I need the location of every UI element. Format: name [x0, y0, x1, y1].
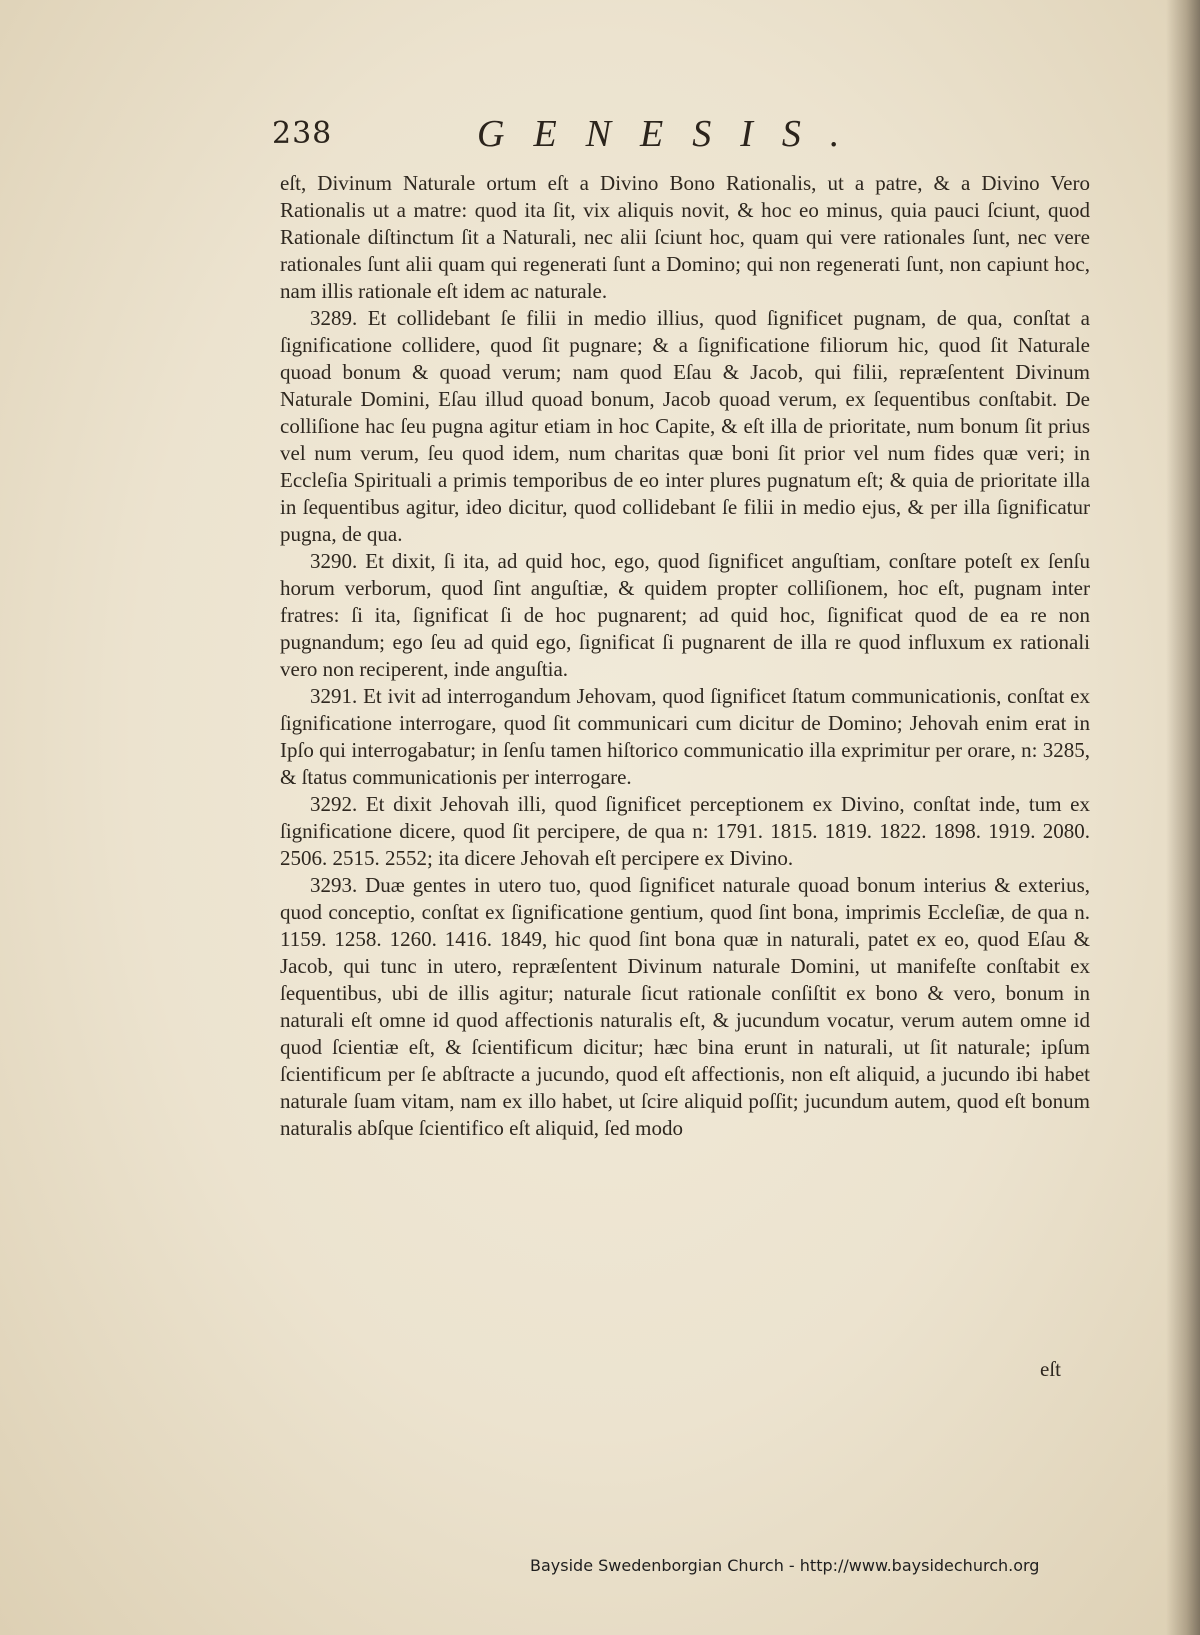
paragraph-3292: 3292. Et dixit Jehovah illi, quod ſignificet perceptionem ex Divino, conſtat inde, tum ex ſignificatione dicere, quod ſit percipere, de qua n: 1791. 1815. 1819. 1822. 1898. 1919. 2080. 2506. 2515. 2552; ita dicere Jehovah eſt percipere ex Divino. [280, 792, 1090, 870]
catchword: eſt [1040, 1357, 1061, 1381]
body-text [280, 170, 1090, 1142]
paragraph-3289: 3289. Et collidebant ſe filii in medio illius, quod ſignificet pugnam, de qua, conſtat a ſignificatione collidere, quod ſit pugnare; & a ſignificatione filiorum hic, quod ſit Naturale quoad bonum & quoad verum; nam quod Eſau & Jacob, qui filii, repræſentent Divinum Naturale Domini, Eſau illud quoad bonum, Jacob quoad verum, ex ſequentibus conſtabit. De colliſione hac ſeu pugna agitur etiam in hoc Capite, & eſt illa de prioritate, num bonum ſit prius vel num verum, ſeu quod idem, num charitas quæ boni ſit prior vel num fides quæ veri; in Eccleſia Spirituali a primis temporibus de eo inter plures pugnatum eſt; & quia de prioritate illa in ſequentibus agitur, ideo dicitur, quod collidebant ſe filii in medio ejus, & per illa ſignificatur pugna, de qua. [280, 306, 1090, 546]
paragraph-3291: 3291. Et ivit ad interrogandum Jehovam, quod ſignificet ſtatum communicationis, conſtat ex ſignificatione interrogare, quod ſit communicari cum dicitur de Domino; Jehovah enim erat in Ipſo qui interrogabatur; in ſenſu tamen hiſtorico communicatio illa exprimitur per orare, n: 3285, & ſtatus communicationis per interrogare. [280, 684, 1090, 789]
running-title: GENESIS. [477, 113, 869, 155]
footer-credit: Bayside Swedenborgian Church - http://www.baysidechurch.org [530, 1556, 1040, 1575]
page-header [272, 112, 1092, 168]
paragraph-3290: 3290. Et dixit, ſi ita, ad quid hoc, ego, quod ſignificet anguſtiam, conſtare poteſt ex ſenſu horum verborum, quod ſint anguſtiæ, & quidem propter colliſionem, hoc eſt, pugnam inter fratres: ſi ita, ſignificat ſi de hoc pugnarent; ad quid hoc, ſignificat quod de ea re non pugnandum; ego ſeu ad quid ego, ſignificat ſi pugnarent de illa re quod influxum ex rationali vero non reciperent, inde anguſtia. [280, 549, 1090, 681]
paragraph-continuation: eſt, Divinum Naturale ortum eſt a Divino Bono Rationalis, ut a patre, & a Divino Vero Rationalis ut a matre: quod ita ſit, vix aliquis novit, & hoc eo minus, quia pauci ſciunt, quod Rationale diſtinctum ſit a Naturali, nec alii ſciunt hoc, quam qui vere rationales ſunt, nec vere rationales ſunt alii quam qui regenerati ſunt a Domino; qui non regenerati ſunt, non capiunt hoc, nam illis rationale eſt idem ac naturale. [280, 171, 1090, 303]
paragraph-3293: 3293. Duæ gentes in utero tuo, quod ſignificet naturale quoad bonum interius & exterius, quod conceptio, conſtat ex ſignificatione gentium, quod ſint bona, imprimis Eccleſiæ, de qua n. 1159. 1258. 1260. 1416. 1849, hic quod ſint bona quæ in naturali, patet ex eo, quod Eſau & Jacob, qui tunc in utero, repræſentent Divinum naturale Domini, ut manifeſte conſtabit ex ſequentibus, ubi de illis agitur; naturale ſicut rationale conſiſtit ex bono & vero, bonum in naturali eſt omne id quod affectionis naturalis eſt, & jucundum vocatur, verum autem omne id quod ſcientiæ eſt, & ſcientificum dicitur; hæc bina erunt in naturali, ut ſit naturale; ipſum ſcientificum per ſe abſtracte a jucundo, quod eſt affectionis, non eſt aliquid, a jucundo ibi habet naturale ſuam vitam, nam ex illo habet, ut ſcire aliquid poſſit; jucundum autem, quod eſt bonum naturalis abſque ſcientifico eſt aliquid, ſed modo [280, 873, 1090, 1140]
page-spine-shadow [1166, 0, 1200, 1635]
page-number: 238 [272, 116, 333, 151]
